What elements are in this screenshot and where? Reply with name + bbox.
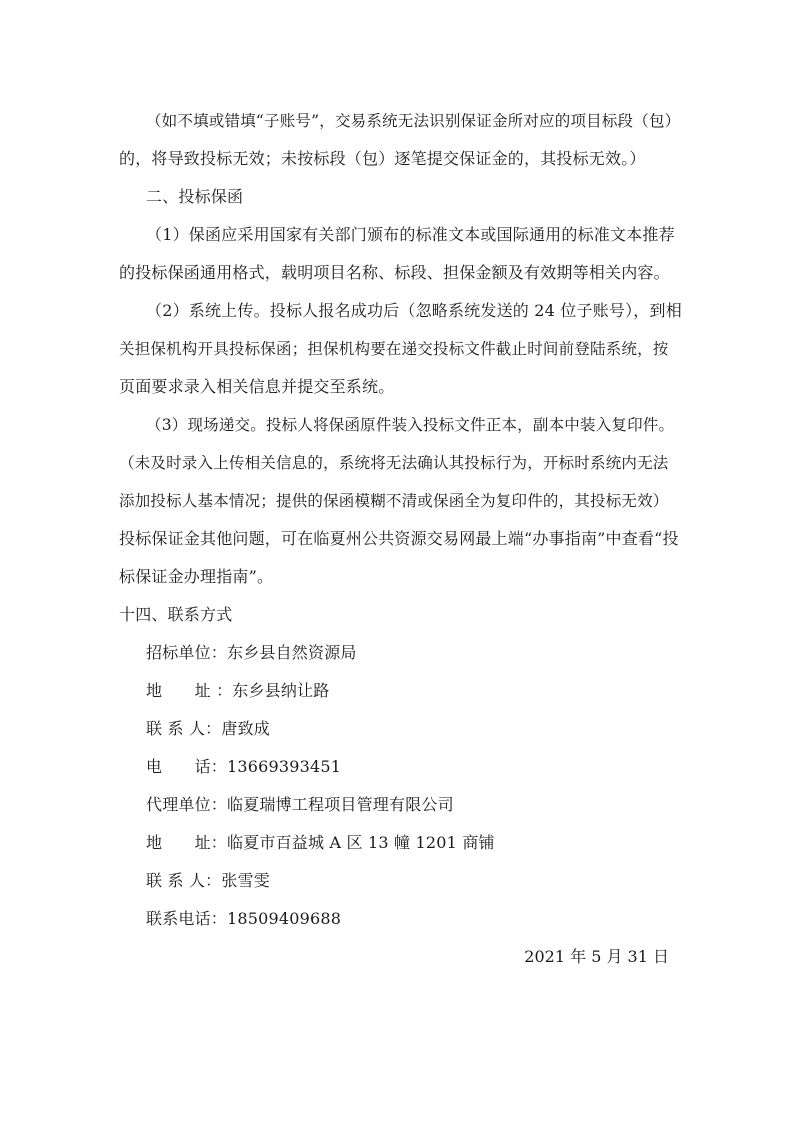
paragraph-line: 的投标保函通用格式，载明项目名称、标段、担保金额及有效期等相关内容。 xyxy=(119,263,670,282)
paragraph-line: 的，将导致投标无效；未按标段（包）逐笔提交保证金的，其投标无效。） xyxy=(119,149,646,168)
paragraph-line: （如不填或错填“子账号”，交易系统无法识别保证金所对应的项目标段（包） xyxy=(146,112,681,130)
paragraph-line: （3）现场递交。投标人将保函原件装入投标文件正本，副本中装入复印件。 xyxy=(146,416,675,434)
paragraph-line: 投标保证金其他问题，可在临夏州公共资源交易网最上端“办事指南”中查看“投 xyxy=(119,529,679,548)
contact-agency-phone: 联系电话：18509409688 xyxy=(146,909,342,928)
contact-tenderer-person: 联 系 人：唐致成 xyxy=(146,719,270,738)
paragraph-line: （1）保函应采用国家有关部门颁布的标准文本或国际通用的标准文本推荐 xyxy=(146,225,675,244)
paragraph-line: （未及时录入上传相关信息的，系统将无法确认其投标行为，开标时系统内无法 xyxy=(119,454,669,472)
contact-agency: 代理单位：临夏瑞博工程项目管理有限公司 xyxy=(146,795,454,814)
contact-tenderer: 招标单位：东乡县自然资源局 xyxy=(146,643,357,662)
contact-agency-person: 联 系 人：张雪雯 xyxy=(146,871,270,890)
contact-heading: 十四、联系方式 xyxy=(119,605,233,624)
section-heading: 二、投标保函 xyxy=(146,187,244,206)
paragraph-line: 页面要求录入相关信息并提交至系统。 xyxy=(119,377,395,396)
contact-tenderer-phone: 电 话：13669393451 xyxy=(146,757,342,776)
paragraph-line: 关担保机构开具投标保函；担保机构要在递交投标文件截止时间前登陆系统，按 xyxy=(119,340,669,358)
paragraph-line: （2）系统上传。投标人报名成功后（忽略系统发送的 24 位子账号），到相 xyxy=(146,301,682,320)
paragraph-line: 添加投标人基本情况；提供的保函模糊不清或保函全为复印件的，其投标无效） xyxy=(119,492,669,510)
document-date: 2021 年 5 月 31 日 xyxy=(524,947,669,966)
contact-tenderer-address: 地 址 ：东乡县纳让路 xyxy=(146,681,330,700)
paragraph-line: 标保证金办理指南”。 xyxy=(119,567,274,586)
contact-agency-address: 地 址：临夏市百益城 A 区 13 幢 1201 商铺 xyxy=(146,833,495,852)
